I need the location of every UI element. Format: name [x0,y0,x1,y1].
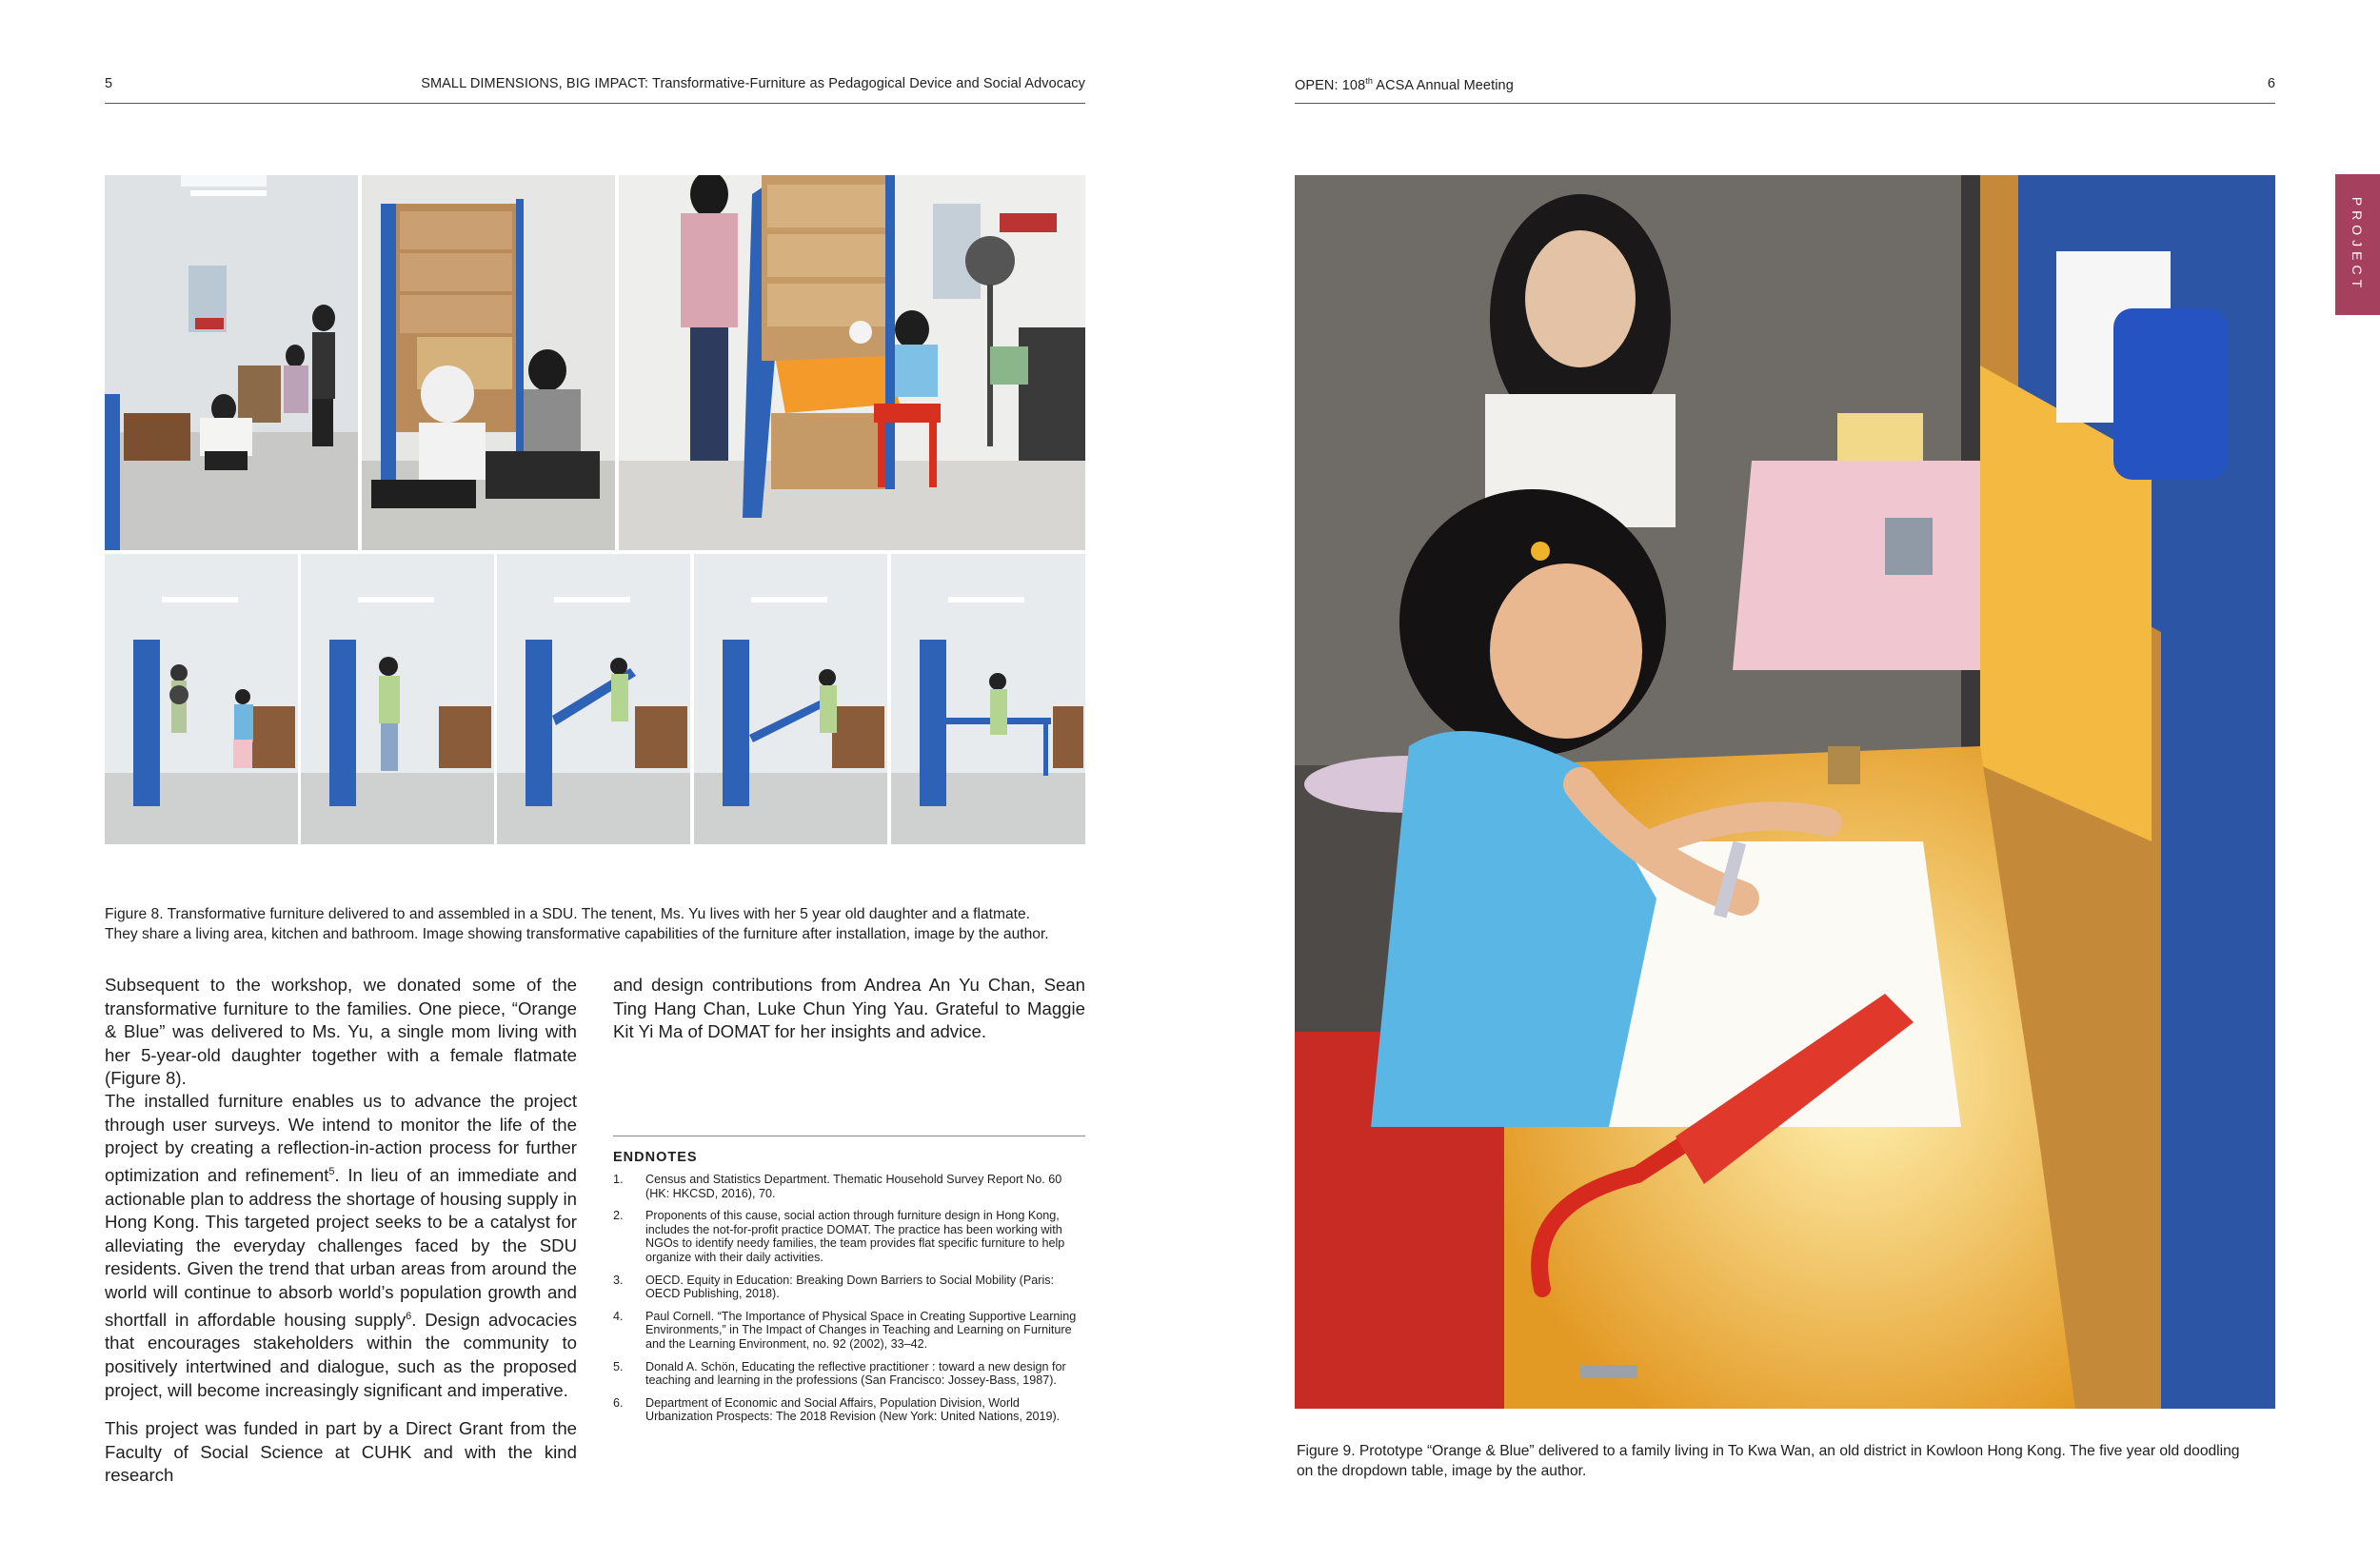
figure9-caption-line1: Figure 9. Prototype “Orange & Blue” delivered to a family living in To Kwa Wan, an old district in Kowloon Hong Kong. The five year old doodling [1297,1443,2240,1459]
endnote-item: 6. Department of Economic and Social Affairs, Population Division, World Urbanization Prospects: The 2018 Revision (New York: United Nations, 2019). [613,1395,1061,1424]
figure9-caption-line2: on the dropdown table, image by the author. [1297,1462,1587,1479]
running-title-right: OPEN: 108th ACSA Annual Meeting [1295,76,1514,93]
endnote-item: 3. OECD. Equity in Education: Breaking Down Barriers to Social Mobility (Paris: OECD Publishing, 2018). [613,1273,1055,1301]
endnote-item: 5. Donald A. Schön, Educating the reflective practitioner : toward a new design for teaching and learning in the professions (San Francisco: Jossey-Bass, 1987). [613,1359,1066,1388]
footnote-ref-5: 5 [328,1165,335,1177]
endnotes-list [613,1173,1085,1432]
figure8-caption [105,905,1090,944]
photo-assembly-fitting [362,175,615,550]
body-paragraph-4: and design contributions from Andrea An Yu Chan, Sean Ting Hang Chan, Luke Chun Ying Yau. Grateful to Maggie Kit Yi Ma of DOMAT for her insights and advice. [613,975,1085,1042]
header-rule [105,103,1085,104]
endnote-item: 1. Census and Statistics Department. Thematic Household Survey Report No. 60 (HK: HKCSD, 2016), 70. [613,1173,1062,1200]
photo-sequence-4 [694,554,887,844]
photo-sequence-5 [891,554,1085,844]
body-paragraph-2 [105,1090,577,1402]
right-page [1190,0,2380,1541]
project-side-tab: PROJECT [2335,174,2380,315]
footnote-ref-6: 6 [406,1310,412,1322]
page-number: 5 [105,76,113,91]
photo-girl-doodling [1295,175,2275,1409]
page-number-right: 6 [2267,76,2275,91]
body-paragraph-3: This project was funded in part by a Direct Grant from the Faculty of Social Science at CUHK and with the kind research [105,1418,577,1486]
photo-assembly-room [105,175,358,550]
endnote-item: 2. Proponents of this cause, social action through furniture design in Hong Kong, includes the not-for-profit practice DOMAT. The practice has been working with NGOs to identify needy families, the team provides flat specific furniture to help organize with their daily activities. [613,1209,1065,1264]
photo-sequence-3 [497,554,690,844]
running-title: SMALL DIMENSIONS, BIG IMPACT: Transformative-Furniture as Pedagogical Device and Social Advocacy [421,76,1085,91]
endnotes-title: ENDNOTES [613,1150,698,1165]
endnote-item: 4. Paul Cornell. “The Importance of Physical Space in Creating Supportive Learning Environments,” in The Impact of Changes in Teaching and Learning on Furniture and the Learning Environment, no. 92 (2002), 33–42. [613,1309,1077,1351]
photo-girl-at-desk [619,175,1085,550]
body-paragraph-2-part-c: . Design advocacies that encourages stakeholders within the community to positively intertwined and dialogue, such as the proposed project, will become increasingly significant and imperative. [105,1309,577,1400]
body-paragraph-2-part-a: The installed furniture enables us to advance the project through user surveys. We intend to monitor the life of the project by creating a reflection-in-action process for further optimization and refinement [105,1091,577,1185]
body-paragraph-2-part-b: . In lieu of an immediate and actionable plan to address the shortage of housing supply in Hong Kong. This targeted project seeks to be a catalyst for alleviating the everyday challenges faced by the SDU residents. Given the trend that urban areas from around the world will continue to absorb world’s population growth and shortfall in affordable housing supply [105,1164,578,1330]
photo-sequence-1 [105,554,298,844]
figure9-caption [1297,1442,2282,1481]
header-rule-right [1295,103,2275,104]
figure8-caption-line2: They share a living area, kitchen and bathroom. Image showing transformative capabilities of the furniture after installation, image by the author. [105,925,1049,942]
figure8-caption-line1: Figure 8. Transformative furniture delivered to and assembled in a SDU. The tenent, Ms. Yu lives with her 5 year old daughter and a flatmate. [105,906,1030,922]
body-paragraph-1: Subsequent to the workshop, we donated some of the transformative furniture to the families. One piece, “Orange & Blue” was delivered to Ms. Yu, a single mom living with her 5-year-old daughter together with a female flatmate (Figure 8). [105,975,577,1089]
photo-sequence-2 [301,554,494,844]
